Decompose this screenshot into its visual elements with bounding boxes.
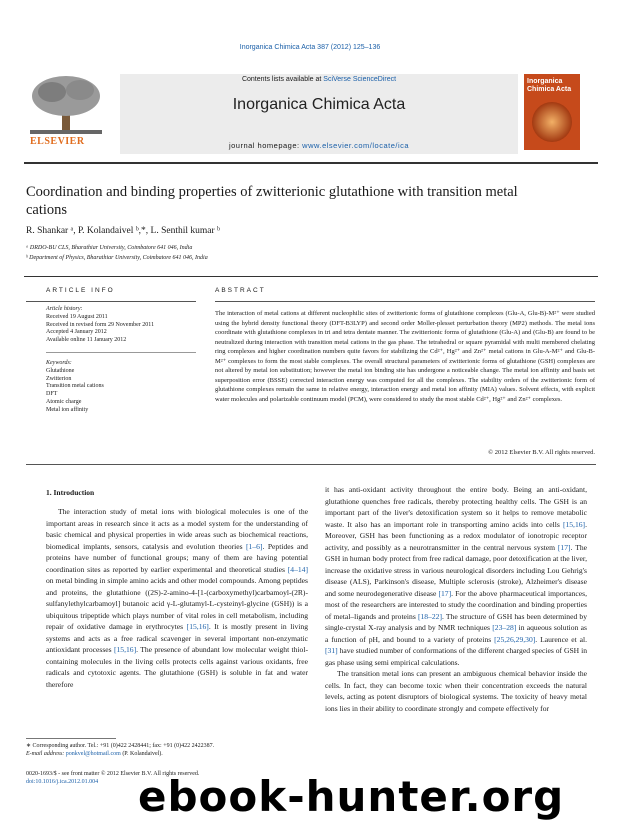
sciencedirect-link[interactable]: SciVerse ScienceDirect	[323, 76, 397, 83]
article-history	[46, 306, 206, 345]
abstract-text: The interaction of metal cations at different nucleophilic sites of zwitterionic forms of glutathione complexes (Glu-A, Glu-B)-M²⁺ were studied using the hybrid density functional theory (DFT-B3LYP) and second order Moller-plesset perturbation theory (MP2) methods. The metal ions coordinate with glutathione complexes in tri and tetra dentate manner. The zwitterionic forms of glutathione (Glu-A) and (Glu-B) are found to be neutralized during interaction with transition metal cations in the gas phase. The tetrahedral or square pyramidal with multi membered chelating ring complexes and higher coordination numbers quite favors for stabilizing the Cd²⁺, Hg²⁺ and Zn²⁺ metal cations in Glu-A-M²⁺ and Glu-B-M²⁺ complexes to form the most stable complexes. The overall structural parameters of zwitterionic forms of glutathione (GSH) complexes are not altered by metal ion substitution; however the metal ion binding site has undergone a noticeable change. The metal ion affinity and basis set superposition error (BSSE) corrected interaction energy was computed for all the complexes. The stability orders of the zwitterionic form of glutathione complexes remain the same in relative energy, interaction energy and metal ion affinity (MIA) values. Solvent effects, with explicit water molecules and polarizable continuum model (PCM), were considered to study the most stable Cd²⁺, Hg²⁺ and Zn²⁺ complexes.	[215, 310, 595, 403]
intro-paragraph	[325, 484, 587, 668]
history-revised: Received in revised form 29 November 2011	[46, 321, 155, 328]
cover-artwork	[532, 102, 572, 142]
reference-link[interactable]: [17]	[438, 588, 452, 598]
text-run: in aqueous solution as a function of pH, and bound to a variety of proteins	[325, 623, 587, 644]
keyword-item: Metal ion affinity	[46, 406, 89, 413]
abstract-rule	[215, 301, 595, 302]
reference-link[interactable]: [4–14]	[287, 564, 308, 574]
text-run: . The structure of GSH has been determined by single-crystal X-ray analysis and by NMR techniques	[325, 611, 587, 632]
email-suffix: (P. Kolandaivel).	[120, 751, 163, 757]
text-run: . The GSH in human body protect from free radical damage, poor detoxification at the liver, increase the oxidative stress in various neurological disorders including Lou Gehrig's disease (ALS), Parkinson's disease, Multiple sclerosis (stroke), Alzheimer's disease and some neurodegenerative disease	[325, 542, 588, 598]
journal-cover-thumbnail	[524, 74, 580, 150]
footnote-block	[26, 742, 316, 758]
text-run: it has anti-oxidant activity throughout the entire body. Being an anti-oxidant, glutathione quenches free radicals, thereby protecting healthy cells. The GSH is an important part of the liver's detoxification system so it helps to remove metabolic waste. It also has an important role in transporting amino acids into cells	[325, 485, 587, 529]
contents-line	[120, 76, 518, 83]
history-received: Received 19 August 2011	[46, 313, 108, 320]
journal-masthead	[24, 74, 598, 160]
reference-link[interactable]: [25,26,29,30]	[494, 634, 536, 644]
keywords-label: Keywords:	[46, 360, 72, 366]
abstract-heading: ABSTRACT	[215, 287, 266, 294]
publisher-logo-text: ELSEVIER	[30, 136, 85, 147]
corresponding-author-note: ∗ Corresponding author. Tel.: +91 (0)422 2428441; fax: +91 (0)422 2422387.	[26, 743, 215, 749]
article-title: Coordination and binding properties of zwitterionic glutathione with transition metal cations	[26, 184, 518, 218]
article-info-rule	[26, 301, 196, 302]
reference-link[interactable]: [15,16]	[562, 519, 586, 529]
keyword-item: Glutathione	[46, 367, 75, 374]
info-divider	[24, 276, 598, 277]
doi-link[interactable]: doi:10.1016/j.ica.2012.01.004	[26, 779, 99, 785]
text-run: on metal binding in simple amino acids and other model compounds. Among peptides and proteins, the glutathione ((2S)-2-amino-4-[1-(carboxymethyl)carbamoyl-(2R)-sulfanylethylcarbamoyl] butanoic acid γ-L-glutamyl-L-cysteinyl-glycine (GSH)) is a ubiquitous tripeptide which plays number of vital roles in cell metabolism, including repair of oxidative damage in erythrocytes	[46, 576, 308, 631]
history-online: Available online 11 January 2012	[46, 337, 127, 344]
text-run: The interaction study of metal ions with biological molecules is one of the important areas in research since it acts as a model system for the understanding of basic chemical and physical properties in wide areas such as biochemical reactions, biomedical implants, sensors, catalysis and evolution theories	[46, 507, 308, 551]
keyword-item: Transition metal cations	[46, 383, 104, 390]
issn-line: 0020-1693/$ - see front matter © 2012 Elsevier B.V. All rights reserved.	[26, 771, 200, 777]
keyword-item: Atomic charge	[46, 398, 82, 405]
header-divider	[24, 162, 598, 164]
intro-left-column	[46, 506, 308, 690]
section-heading-introduction: 1. Introduction	[46, 488, 95, 497]
reference-link[interactable]: [31]	[325, 646, 338, 655]
homepage-line	[120, 141, 518, 150]
keyword-item: Zwitterion	[46, 375, 72, 382]
abstract-bottom-rule	[26, 464, 596, 465]
history-label: Article history:	[46, 306, 83, 312]
text-run: have studied number of conformations of the different charged species of GSH in gas phase using semi empirical calculations.	[325, 646, 587, 667]
keywords-list	[46, 360, 206, 415]
journal-citation[interactable]: Inorganica Chimica Acta 387 (2012) 125–136	[239, 44, 381, 51]
email-link[interactable]: ponkvel@hotmail.com	[65, 751, 121, 757]
watermark-text: ebook-hunter.org	[138, 772, 565, 821]
reference-link[interactable]: [15,16]	[113, 645, 137, 654]
journal-name: Inorganica Chimica Acta	[232, 96, 406, 113]
reference-link[interactable]: [15,16]	[186, 622, 209, 631]
abstract-copyright: © 2012 Elsevier B.V. All rights reserved.	[488, 449, 595, 456]
text-run: . For the above pharmaceutical importances, most of the researchers are interested to study the coordination and binding properties of metal–ligands and proteins	[325, 588, 587, 621]
text-run: . Laurence et al.	[535, 634, 587, 644]
article-authors: R. Shankar ᵃ, P. Kolandaivel ᵇ,*, L. Senthil kumar ᵇ	[26, 226, 220, 236]
article-info-heading: ARTICLE INFO	[46, 287, 115, 294]
reference-link[interactable]: [17]	[557, 542, 571, 552]
contents-prefix: Contents lists available at	[241, 76, 324, 83]
homepage-link[interactable]: www.elsevier.com/locate/ica	[302, 141, 410, 150]
keywords-rule	[46, 352, 196, 353]
affiliation-a: ᵃ DRDO-BU CLS, Bharathiar University, Coimbatore 641 046, India	[26, 245, 193, 251]
intro-right-column	[325, 484, 587, 714]
text-run: . Peptides and proteins have number of functional groups; many of them are having potential coordination sites as reported by earlier experimental and theoretical studies	[46, 541, 308, 574]
homepage-prefix: journal homepage:	[228, 141, 303, 150]
elsevier-tree-logo	[24, 74, 108, 154]
email-line	[26, 750, 316, 758]
reference-link[interactable]: [23–28]	[492, 623, 517, 632]
tree-icon	[24, 74, 108, 136]
intro-paragraph	[46, 506, 308, 690]
reference-link[interactable]: [18–22]	[417, 611, 442, 621]
affiliation-b: ᵇ Department of Physics, Bharathiar University, Coimbatore 641 046, India	[26, 255, 208, 261]
cover-title: Inorganica Chimica Acta	[527, 78, 572, 93]
footnote-rule	[26, 738, 116, 739]
text-run: . Moreover, GSH has been functioning as a redox modulator of ionotropic receptor activity, and possibly as a neurotransmitter in the central nervous system	[325, 519, 587, 552]
text-run: . It is mostly present in living systems and acts as a free radical scavenger in several important non-enzymatic antioxidant processes	[46, 622, 308, 654]
text-run: . The presence of abundant low molecular weight thiol-containing molecules in the living cells protects cells against various oxidants, free radicals and cytotoxic agents. The glutathione (GSH) is soluble in fat and water therefore	[46, 645, 308, 689]
email-label: E-mail address:	[26, 751, 66, 757]
journal-header-box	[120, 74, 518, 154]
intro-paragraph: The transition metal ions can present an ambiguous chemical behavior inside the cells. In fact, they can become toxic when their concentration exceeds the natural levels, acting as potent disruptors of biological systems. The toxicity of heavy metal ions lies in their ability to coordinate strongly and compete effectively for	[325, 669, 587, 713]
keyword-item: DFT	[46, 391, 58, 398]
history-accepted: Accepted 4 January 2012	[46, 329, 107, 336]
reference-link[interactable]: [1–6]	[246, 541, 263, 551]
